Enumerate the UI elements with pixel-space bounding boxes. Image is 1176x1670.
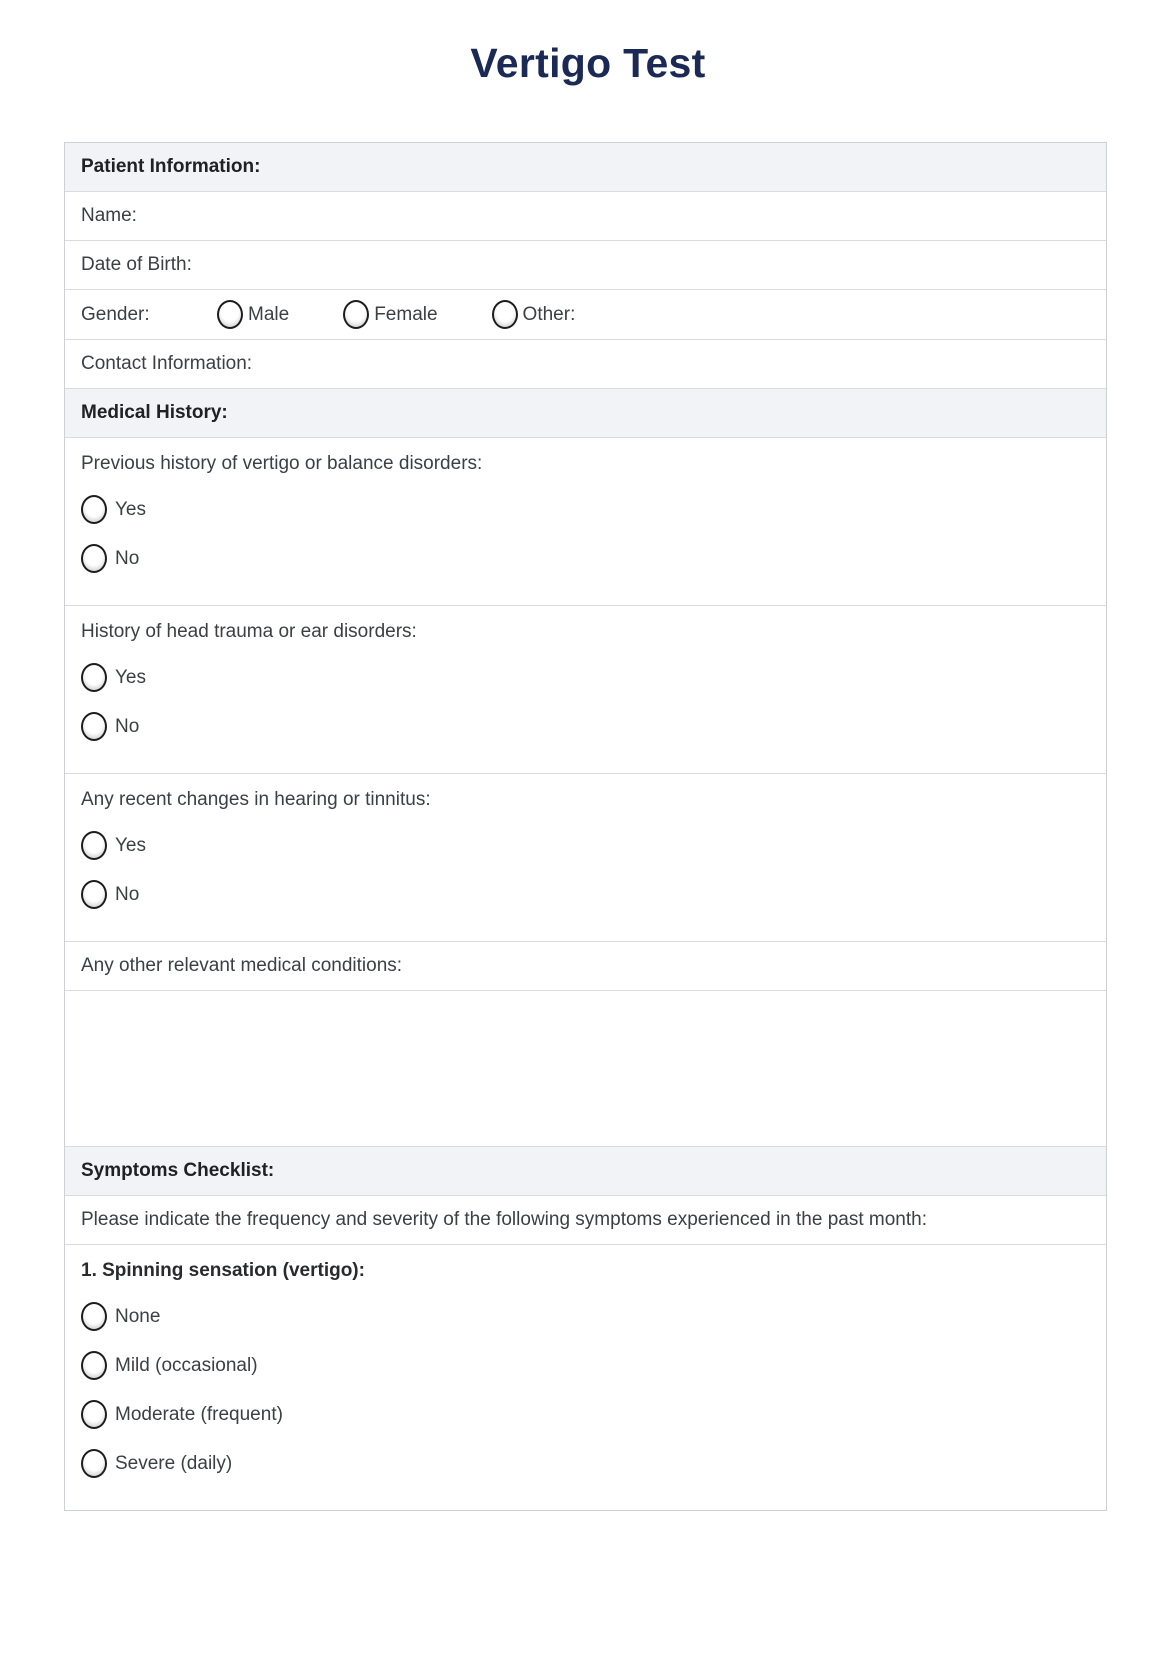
other-conditions-label: Any other relevant medical conditions: (81, 955, 403, 976)
vertigo-test-form (64, 142, 1107, 1511)
mh-question-2-label: History of head trauma or ear disorders: (81, 621, 417, 642)
mh-question-1-row (65, 438, 1106, 606)
mh-q3-no-radio[interactable] (81, 880, 107, 909)
mh-q1-yes-radio[interactable] (81, 495, 107, 524)
date-of-birth-field-row[interactable] (65, 241, 1106, 290)
symptom1-none-radio[interactable] (81, 1302, 107, 1331)
symptom-question-1-row (65, 1245, 1106, 1510)
mh-question-3-option-yes[interactable] (81, 831, 1090, 860)
mh-q2-no-label: No (115, 715, 140, 737)
gender-label: Gender: (81, 303, 150, 325)
symptom1-mild-label: Mild (occasional) (115, 1354, 258, 1376)
section-header-symptoms-checklist (65, 1147, 1106, 1196)
mh-q3-yes-label: Yes (115, 834, 146, 856)
symptom1-mild-radio[interactable] (81, 1351, 107, 1380)
gender-female-label: Female (374, 303, 438, 325)
mh-q1-no-label: No (115, 547, 140, 569)
symptoms-checklist-header-label: Symptoms Checklist: (81, 1160, 275, 1181)
name-field-row[interactable] (65, 192, 1106, 241)
contact-information-field-row[interactable] (65, 340, 1106, 389)
mh-q2-no-radio[interactable] (81, 712, 107, 741)
mh-question-2-row (65, 606, 1106, 774)
date-of-birth-label: Date of Birth: (81, 254, 192, 275)
symptom-1-option-moderate[interactable] (81, 1400, 1090, 1429)
mh-q1-yes-label: Yes (115, 498, 146, 520)
mh-question-1-option-no[interactable] (81, 544, 1090, 573)
section-header-medical-history (65, 389, 1106, 438)
gender-option-male[interactable] (217, 300, 289, 329)
symptoms-instructions-text: Please indicate the frequency and severity of the following symptoms experienced in the past month: (81, 1209, 927, 1230)
mh-question-1-label: Previous history of vertigo or balance disorders: (81, 453, 483, 474)
mh-question-3-row (65, 774, 1106, 942)
mh-question-3-label: Any recent changes in hearing or tinnitus: (81, 789, 431, 810)
symptom1-severe-radio[interactable] (81, 1449, 107, 1478)
contact-information-label: Contact Information: (81, 353, 253, 374)
mh-question-2-option-no[interactable] (81, 712, 1090, 741)
gender-male-label: Male (248, 303, 290, 325)
symptom-1-option-mild[interactable] (81, 1351, 1090, 1380)
patient-information-header-label: Patient Information: (81, 156, 261, 177)
mh-q3-no-label: No (115, 883, 140, 905)
symptom1-moderate-label: Moderate (frequent) (115, 1403, 283, 1425)
page-title: Vertigo Test (470, 40, 706, 86)
gender-field-row (65, 290, 1106, 340)
gender-male-radio[interactable] (217, 300, 243, 329)
gender-female-radio[interactable] (343, 300, 369, 329)
symptom-question-1-label: 1. Spinning sensation (vertigo): (81, 1260, 365, 1281)
other-conditions-label-row (65, 942, 1106, 991)
gender-option-other[interactable] (492, 300, 576, 329)
symptom1-none-label: None (115, 1305, 161, 1327)
mh-question-1-option-yes[interactable] (81, 495, 1090, 524)
symptom-1-option-severe[interactable] (81, 1449, 1090, 1478)
name-label: Name: (81, 205, 137, 226)
mh-q1-no-radio[interactable] (81, 544, 107, 573)
symptom1-moderate-radio[interactable] (81, 1400, 107, 1429)
symptom1-severe-label: Severe (daily) (115, 1452, 233, 1474)
gender-other-radio[interactable] (492, 300, 518, 329)
medical-history-header-label: Medical History: (81, 402, 228, 423)
mh-q3-yes-radio[interactable] (81, 831, 107, 860)
gender-other-label: Other: (522, 303, 576, 325)
mh-q2-yes-radio[interactable] (81, 663, 107, 692)
section-header-patient-information (65, 143, 1106, 192)
gender-option-female[interactable] (343, 300, 437, 329)
mh-question-2-option-yes[interactable] (81, 663, 1090, 692)
symptom-1-option-none[interactable] (81, 1302, 1090, 1331)
mh-q2-yes-label: Yes (115, 666, 146, 688)
symptoms-instructions-row (65, 1196, 1106, 1245)
other-conditions-input-area[interactable] (65, 991, 1106, 1147)
mh-question-3-option-no[interactable] (81, 880, 1090, 909)
